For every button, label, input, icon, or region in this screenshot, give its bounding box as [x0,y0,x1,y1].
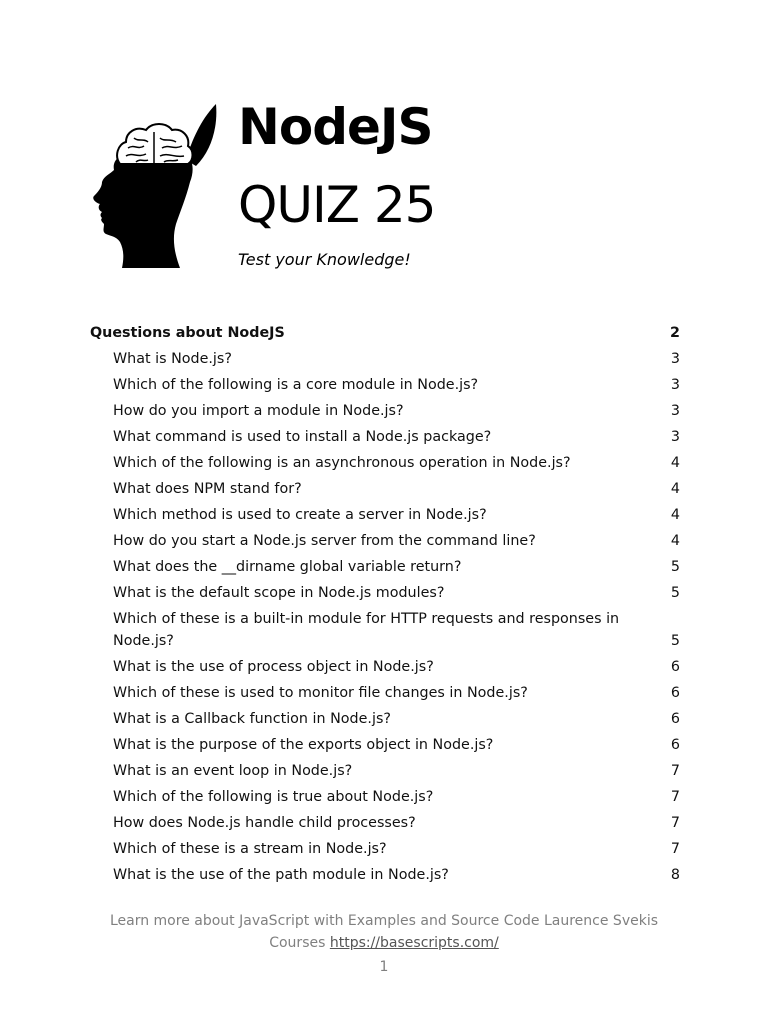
toc-entry-label: How does Node.js handle child processes? [113,815,416,832]
table-of-contents [90,320,680,888]
toc-entry-label: What does NPM stand for? [113,480,302,497]
toc-entry-label: Which of the following is an asynchronous operation in Node.js? [113,454,571,471]
toc-entry-page: 5 [670,584,680,601]
toc-entry-page: 3 [670,402,680,419]
toc-entry-page: 6 [670,711,680,728]
toc-entry[interactable] [90,398,680,424]
toc-entry-label: What is Node.js? [113,350,232,367]
toc-entry[interactable] [90,836,680,862]
toc-entry-label: How do you import a module in Node.js? [113,402,404,419]
toc-entry-label: What command is used to install a Node.js package? [113,428,492,445]
footer [0,910,768,955]
tagline: Test your Knowledge! [238,250,411,269]
toc-entry-page: 7 [670,789,680,806]
open-head-brain-icon [90,102,230,270]
toc-entry-page: 4 [670,506,680,523]
toc-entry-label: Which method is used to create a server in Node.js? [113,506,487,523]
toc-entry-label: What is the purpose of the exports object in Node.js? [113,737,494,754]
toc-entry[interactable] [90,476,680,502]
footer-link[interactable]: https://basescripts.com/ [329,935,499,952]
toc-entry[interactable] [90,372,680,398]
toc-heading[interactable] [90,320,680,346]
toc-entry-page: 3 [670,376,680,393]
toc-entry-label: Which of the following is true about Node.js? [113,789,434,806]
toc-entry[interactable] [90,732,680,758]
toc-entry[interactable] [90,680,680,706]
toc-entry[interactable] [90,424,680,450]
footer-line2 [0,932,768,954]
toc-entry[interactable] [90,810,680,836]
toc-heading-label: Questions about NodeJS [90,324,285,341]
toc-entry-page: 7 [670,815,680,832]
toc-entry-page: 7 [670,763,680,780]
toc-entry[interactable] [90,606,680,654]
page-number: 1 [379,959,389,975]
toc-entry-page: 4 [670,454,680,471]
toc-entry-label: Which of these is a stream in Node.js? [113,841,387,858]
footer-line2-prefix: Courses [269,935,330,952]
toc-entry-label: What does the __dirname global variable return? [113,558,462,575]
toc-entry-page: 5 [670,558,680,575]
toc-entry[interactable] [90,528,680,554]
toc-entry-page: 4 [670,480,680,497]
toc-entry-page: 3 [670,350,680,367]
toc-entry[interactable] [90,654,680,680]
toc-entry[interactable] [90,580,680,606]
document-title: NodeJS [238,98,433,156]
toc-entry-page: 6 [670,737,680,754]
toc-entry[interactable] [90,346,680,372]
toc-entry[interactable] [90,706,680,732]
toc-entry-label: How do you start a Node.js server from the command line? [113,532,536,549]
toc-entry-page: 6 [670,659,680,676]
toc-entry[interactable] [90,784,680,810]
toc-heading-page: 2 [670,324,680,341]
toc-entry-label: What is the use of process object in Node.js? [113,659,434,676]
toc-entry-label: What is an event loop in Node.js? [113,763,353,780]
toc-entry[interactable] [90,502,680,528]
footer-line1: Learn more about JavaScript with Examples and Source Code Laurence Svekis [109,913,659,929]
toc-entry[interactable] [90,450,680,476]
toc-entry-label: Which of the following is a core module in Node.js? [113,376,479,393]
toc-entry[interactable] [90,758,680,784]
toc-entry-page: 7 [670,841,680,858]
toc-entry-page: 3 [670,428,680,445]
toc-entry-label: What is a Callback function in Node.js? [113,711,391,728]
toc-entry-page: 4 [670,532,680,549]
toc-entry-label: Which of these is used to monitor file changes in Node.js? [113,685,528,702]
logo [90,102,230,270]
toc-entry-label: What is the use of the path module in Node.js? [113,867,449,884]
toc-entry-page: 6 [670,685,680,702]
toc-entry-page: 8 [670,867,680,884]
toc-entry[interactable] [90,554,680,580]
document-subtitle: QUIZ 25 [238,176,436,234]
toc-entry-label: What is the default scope in Node.js modules? [113,584,445,601]
toc-entry-page: 5 [670,633,680,650]
toc-entry-label: Which of these is a built-in module for HTTP requests and responses in Node.js? [113,610,620,650]
toc-entry[interactable] [90,862,680,888]
